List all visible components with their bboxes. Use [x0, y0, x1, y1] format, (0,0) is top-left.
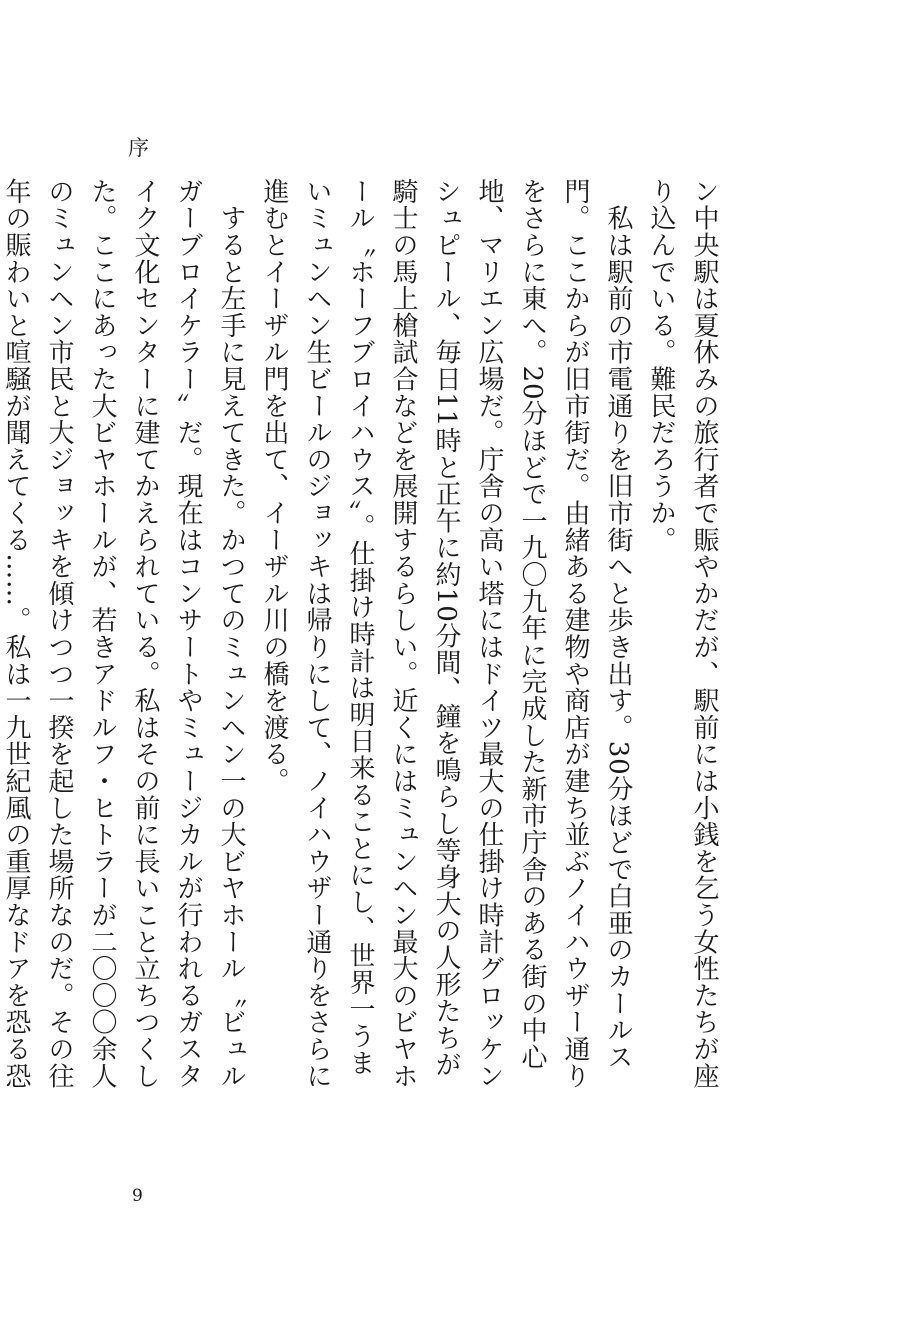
paragraph: 私は駅前の市電通りを旧市街へと歩き出す。30分ほどで白亜のカールス門。ここからが旧市街だ。由緒ある建物や商店が建ち並ぶノイハウザー通りをさらに東へ。20分ほどで一九〇九年に完成した新市庁舎のある街の中心地、マリエン広場だ。庁舎の高い塔にはドイツ最大の仕掛け時計グロッケンシュピール、毎日11時と正午に約10分間、鐘を鳴らし等身大の人形たちが騎士の馬上槍試合などを展開するらしい。近くにはミュンヘン最大のビヤホール〝ホーフブロイハウス〟。仕掛け時計は明日来ることにし、世界一うまいミュンヘン生ビールのジョッキは帰りにして、ノイハウザー通りをさらに進むとイーザル門を出て、イーザル川の橋を渡る。 [259, 178, 633, 1090]
paragraph: すると左手に見えてきた。かつてのミュンヘン一の大ビヤホール〝ビュルガーブロイケラー〟だ。現在はコンサートやミュージカルが行われるガスタイク文化センターに建てかえられている。私はその前に長いこと立ちつくした。ここにあった大ビヤホールが、若きアドルフ・ヒトラーが二〇〇〇余人のミュンヘン市民と大ジョッキを傾けつつ一揆を起した場所なのだ。その往年の賑わいと喧騒が聞えてくる……。私は一九世紀風の重厚なドアを恐る恐 [1, 178, 246, 1090]
paragraph: ン中央駅は夏休みの旅行者で賑やかだが、駅前には小銭を乞う女性たちが座り込んでいる。難民だろうか。 [646, 178, 719, 1090]
body-text [1, 178, 725, 1098]
chapter-label: 序 [128, 136, 149, 160]
page-number: 9 [132, 1186, 143, 1206]
